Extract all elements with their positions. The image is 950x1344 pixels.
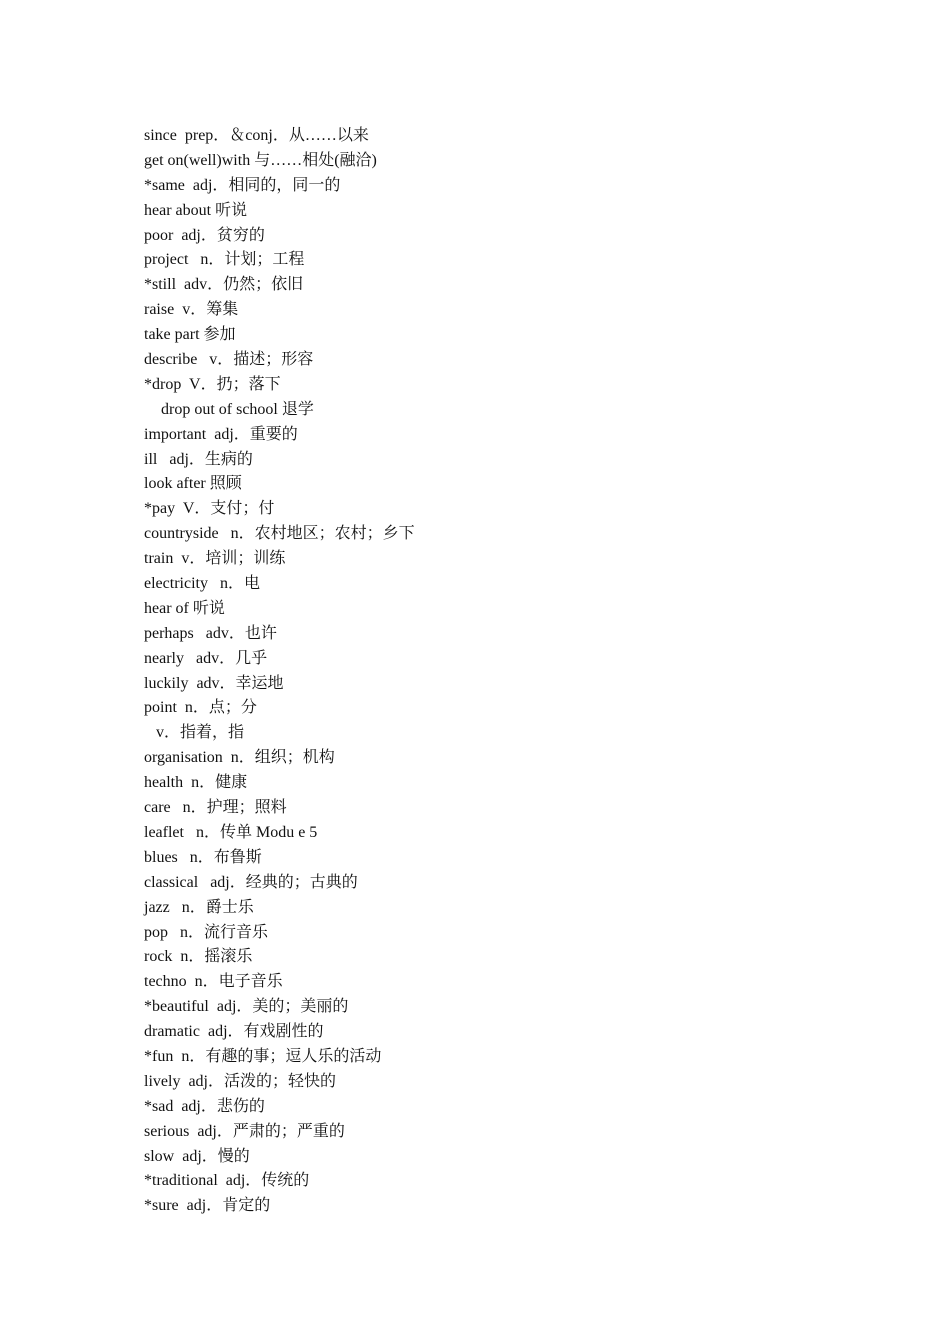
vocab-line: *sad adj．悲伤的 xyxy=(144,1097,265,1115)
vocab-line: look after 照顾 xyxy=(144,475,242,493)
vocab-line: health n．健康 xyxy=(144,774,248,792)
vocab-line: *same adj．相同的，同一的 xyxy=(144,176,341,194)
vocab-line: since prep．＆conj．从……以来 xyxy=(144,127,369,144)
vocab-line: pop n．流行音乐 xyxy=(144,923,269,941)
vocab-line: poor adj．贫穷的 xyxy=(144,226,265,244)
vocab-line: countryside n．农村地区；农村；乡下 xyxy=(144,525,415,543)
vocab-line: classical adj．经典的；古典的 xyxy=(144,873,358,891)
vocab-line: *fun n．有趣的事；逗人乐的活动 xyxy=(144,1047,382,1065)
vocab-line: train v．培训；训练 xyxy=(144,550,286,568)
vocab-line: techno n．电子音乐 xyxy=(144,973,283,991)
vocab-line: ill adj．生病的 xyxy=(144,450,253,468)
vocab-line: project n．计划；工程 xyxy=(144,251,305,269)
vocab-line: *still adv．仍然；依旧 xyxy=(144,276,304,294)
vocab-line: describe v．描述；形容 xyxy=(144,351,314,369)
vocab-line: v．指着，指 xyxy=(156,724,245,742)
vocab-line: hear about 听说 xyxy=(144,201,248,219)
vocab-line: blues n．布鲁斯 xyxy=(144,848,262,866)
vocab-line: perhaps adv．也许 xyxy=(144,624,277,642)
vocab-line: slow adj．慢的 xyxy=(144,1147,250,1165)
vocab-line: drop out of school 退学 xyxy=(161,400,314,418)
vocab-line: rock n．摇滚乐 xyxy=(144,948,253,966)
vocabulary-list xyxy=(144,124,415,1219)
vocab-line: *drop V．扔；落下 xyxy=(144,375,281,393)
vocab-line: electricity n．电 xyxy=(144,575,260,593)
vocab-line: jazz n．爵士乐 xyxy=(144,898,254,916)
vocab-line: hear of 听说 xyxy=(144,599,225,617)
vocab-line: *sure adj．肯定的 xyxy=(144,1197,271,1215)
vocab-line: point n．点；分 xyxy=(144,699,257,717)
vocab-line: serious adj．严肃的；严重的 xyxy=(144,1122,345,1140)
vocab-line: nearly adv．几乎 xyxy=(144,649,268,667)
vocab-line: get on(well)with 与……相处(融洽) xyxy=(144,151,377,169)
vocab-line: take part 参加 xyxy=(144,326,236,344)
vocab-line: dramatic adj．有戏剧性的 xyxy=(144,1023,324,1041)
vocab-line: raise v．筹集 xyxy=(144,301,239,319)
vocab-line: *beautiful adj．美的；美丽的 xyxy=(144,998,349,1016)
vocab-line: lively adj．活泼的；轻快的 xyxy=(144,1072,336,1090)
vocab-line: care n．护理；照料 xyxy=(144,799,287,817)
vocab-line: *pay V．支付；付 xyxy=(144,500,275,518)
vocab-line: luckily adv．幸运地 xyxy=(144,674,284,692)
vocab-line: *traditional adj．传统的 xyxy=(144,1172,310,1190)
vocab-line: leaflet n．传单 Modu e 5 xyxy=(144,823,318,841)
vocab-line: important adj．重要的 xyxy=(144,425,298,443)
vocab-line: organisation n．组织；机构 xyxy=(144,749,335,767)
